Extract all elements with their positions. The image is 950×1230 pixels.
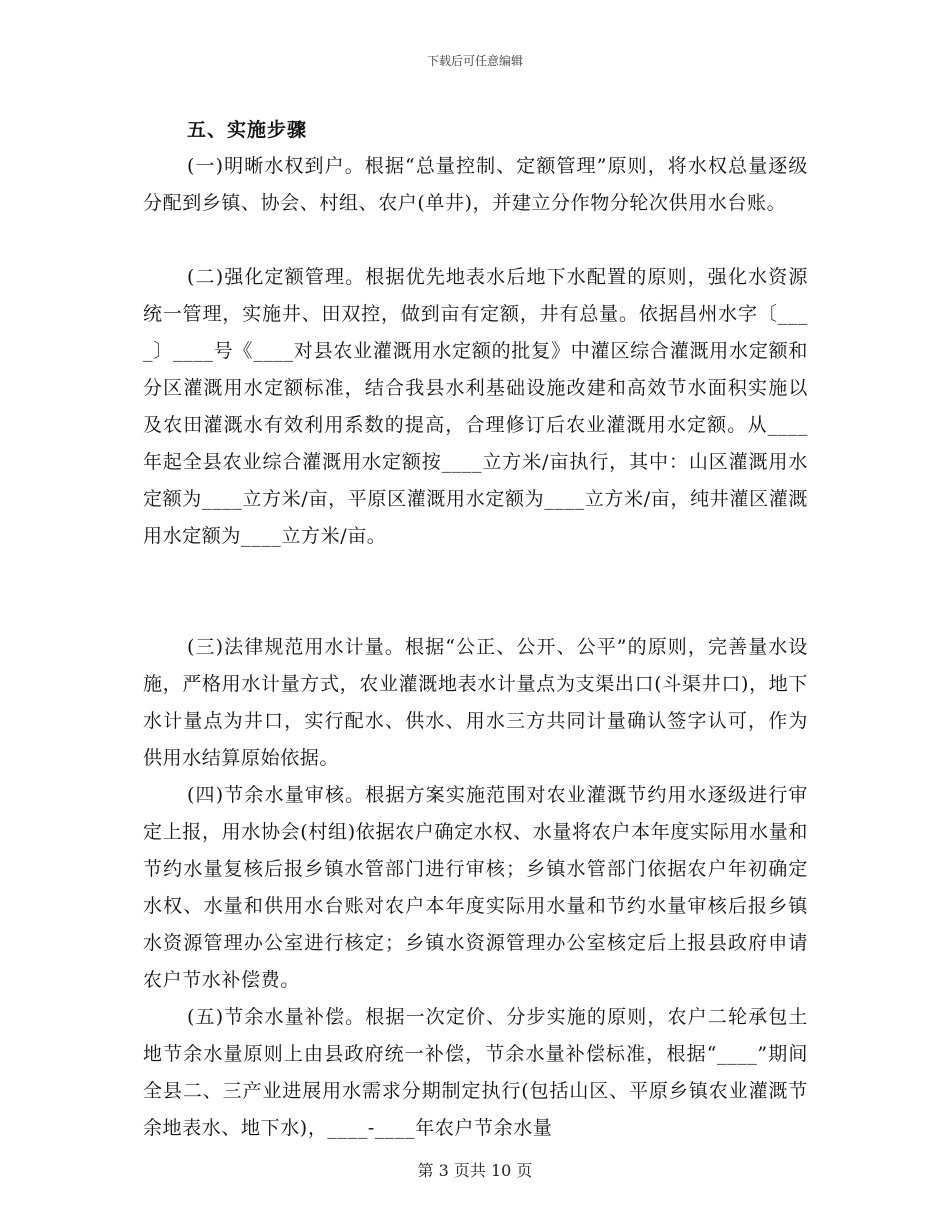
page-footer: 第 3 页共 10 页 [417, 1161, 533, 1180]
paragraph-1: (一)明晰水权到户。根据“总量控制、定额管理”原则，将水权总量逐级分配到乡镇、协会、村组、农户(单井)，并建立分作物分轮次供用水台账。 [143, 155, 808, 214]
paragraph-4: (四)节余水量审核。根据方案实施范围对农业灌溉节约用水逐级进行审定上报，用水协会(村组)依据农户确定水权、水量将农户本年度实际用水量和节约水量复核后报乡镇水管部门进行审核；乡镇水管部门依据农户年初确定水权、水量和供用水台账对农户本年度实际用水量和节约水量审核后报乡镇水资源管理办公室进行核定；乡镇水资源管理办公室核定后上报县政府申请农户节水补偿费。 [143, 784, 808, 991]
paragraph-2: (二)强化定额管理。根据优先地表水后地下水配置的原则，强化水资源统一管理，实施井、田双控，做到亩有定额，井有总量。依据昌州水字〔____〕____号《____对县农业灌溉用水定额的批复》中灌区综合灌溉用水定额和分区灌溉用水定额标准，结合我县水利基础设施改建和高效节水面积实施以及农田灌溉水有效利用系数的提高，合理修订后农业灌溉用水定额。从____年起全县农业综合灌溉用水定额按____立方米/亩执行，其中：山区灌溉用水定额为____立方米/亩，平原区灌溉用水定额为____立方米/亩，纯井灌区灌溉用水定额为____立方米/亩。 [143, 266, 808, 547]
paragraph-5: (五)节余水量补偿。根据一次定价、分步实施的原则，农户二轮承包土地节余水量原则上由县政府统一补偿，节余水量补偿标准，根据“____”期间全县二、三产业进展用水需求分期制定执行(包括山区、平原乡镇农业灌溉节余地表水、地下水)，____-____年农户节余水量 [143, 1006, 808, 1139]
page-header: 下载后可任意编辑 [426, 54, 523, 68]
document-body [143, 112, 808, 1184]
section-title: 五、实施步骤 [187, 119, 308, 141]
paragraph-3: (三)法律规范用水计量。根据“公正、公开、公平”的原则，完善量水设施，严格用水计量方式，农业灌溉地表水计量点为支渠出口(斗渠井口)，地下水计量点为井口，实行配水、供水、用水三方共同计量确认签字认可，作为供用水结算原始依据。 [143, 636, 808, 769]
